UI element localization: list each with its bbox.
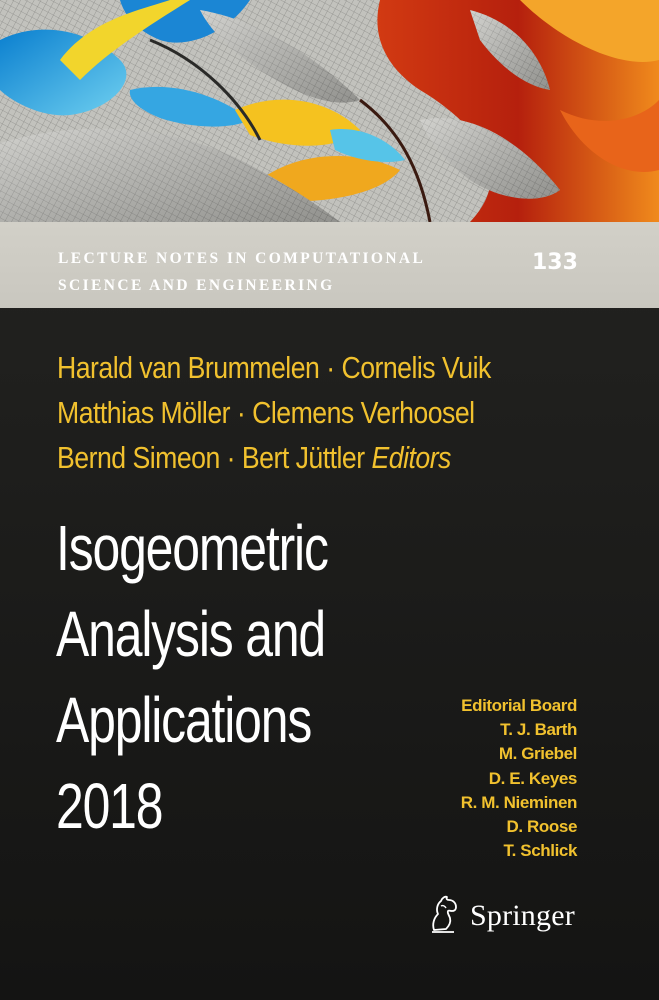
publisher-name: Springer [470,899,575,932]
board-member: R. M. Nieminen [460,792,577,812]
board-member: M. Griebel [498,744,577,764]
series-title [58,245,508,299]
book-title-line: 2018 [56,770,163,842]
book-title-line: Applications [56,684,312,756]
editors-line: Matthias Möller · Clemens Verhoosel [57,395,475,430]
board-member: D. Roose [506,817,577,837]
editors-line: Harald van Brummelen · Cornelis Vuik [57,350,491,385]
board-member: D. E. Keyes [488,768,577,788]
board-member: T. Schlick [503,841,577,861]
volume-number: 133 [532,250,578,275]
publisher-logo [428,896,575,936]
editorial-board-heading: Editorial Board [461,696,577,715]
book-title-line: Analysis and [56,598,326,670]
book-title [56,505,462,849]
series-title-line: SCIENCE AND ENGINEERING [58,277,335,294]
board-member: T. J. Barth [500,720,577,740]
editors-role: Editors [371,440,451,475]
book-title-line: Isogeometric [56,512,328,584]
editors-line [57,435,564,480]
editorial-board [407,694,577,863]
series-title-line: LECTURE NOTES IN COMPUTATIONAL [58,250,426,267]
editors-names: Bernd Simeon · Bert Jüttler [57,440,365,475]
springer-horse-icon [428,894,462,939]
editors-block [57,345,564,480]
cover-artwork [0,0,659,222]
